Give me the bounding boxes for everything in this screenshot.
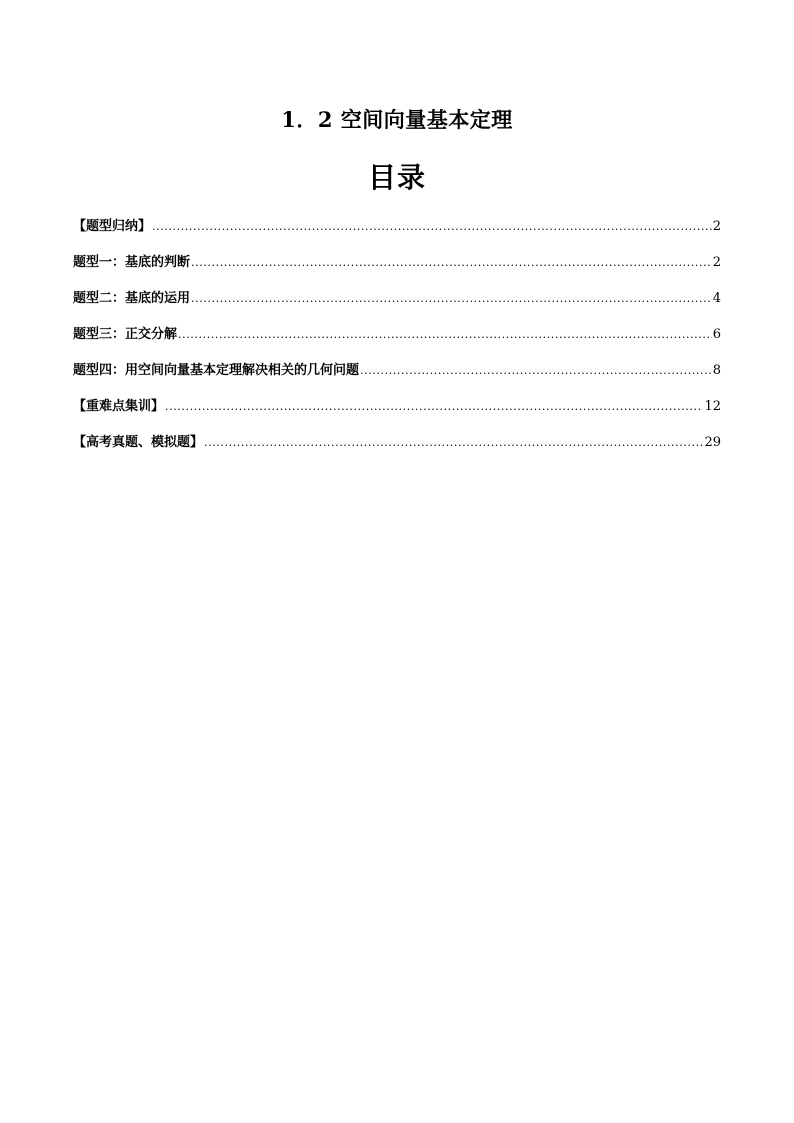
toc-entry-page: 12 [704, 399, 721, 414]
table-of-contents [73, 216, 721, 468]
toc-entry-label: 题型三：正交分解 [73, 327, 178, 342]
toc-entry-page: 6 [712, 327, 721, 342]
toc-dot-leader [152, 218, 712, 236]
toc-heading: 目录 [367, 161, 426, 194]
toc-entry-type-4[interactable] [73, 360, 721, 396]
toc-dot-leader [178, 326, 712, 344]
toc-dot-leader [191, 254, 712, 272]
toc-entry-label: 题型二：基底的运用 [73, 291, 191, 306]
toc-entry-exam-questions[interactable] [73, 432, 721, 468]
toc-entry-summary[interactable] [73, 216, 721, 252]
toc-entry-type-1[interactable] [73, 252, 721, 288]
toc-entry-type-3[interactable] [73, 324, 721, 360]
toc-entry-type-2[interactable] [73, 288, 721, 324]
toc-entry-key-training[interactable] [73, 396, 721, 432]
toc-entry-label: 【重难点集训】 [73, 399, 165, 414]
toc-entry-page: 2 [712, 255, 721, 270]
toc-entry-page: 2 [712, 219, 721, 234]
toc-entry-label: 【题型归纳】 [73, 219, 152, 234]
toc-dot-leader [204, 434, 703, 452]
toc-entry-label: 【高考真题、模拟题】 [73, 435, 204, 450]
document-title: 1．2 空间向量基本定理 [281, 107, 513, 132]
toc-entry-label: 题型一：基底的判断 [73, 255, 191, 270]
toc-dot-leader [360, 362, 712, 380]
toc-dot-leader [191, 290, 712, 308]
toc-entry-page: 4 [712, 291, 721, 306]
toc-entry-page: 8 [712, 363, 721, 378]
toc-dot-leader [165, 398, 703, 416]
toc-entry-label: 题型四：用空间向量基本定理解决相关的几何问题 [73, 363, 360, 378]
toc-entry-page: 29 [704, 435, 721, 450]
